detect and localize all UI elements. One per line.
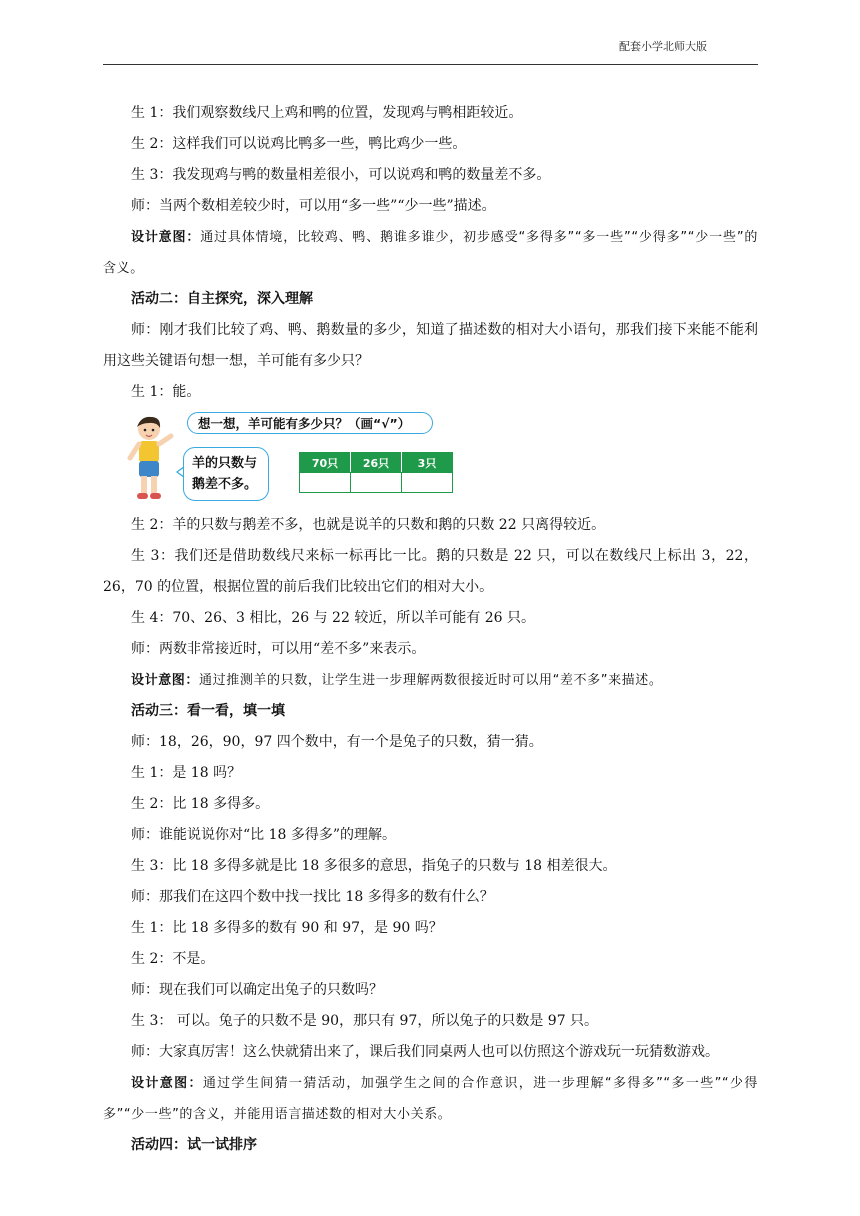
question-banner: 想一想，羊可能有多少只？（画“√”） (187, 412, 433, 434)
answer-cell[interactable] (300, 473, 351, 493)
paragraph: 生 2：比 18 多得多。 (131, 796, 270, 812)
paragraph: 生 1：比 18 多得多的数有 90 和 97，是 90 吗？ (131, 920, 443, 936)
document-body (103, 98, 758, 1161)
paragraph: 生 1：我们观察数线尺上鸡和鸭的位置，发现鸡与鸭相距较近。 (131, 105, 523, 121)
paragraph: 生 2：不是。 (131, 951, 215, 967)
paragraph: 师：那我们在这四个数中找一找比 18 多得多的数有什么？ (131, 889, 494, 905)
design-intent-label: 设计意图： (131, 673, 200, 688)
speech-bubble (183, 447, 269, 501)
paragraph: 生 3：我发现鸡与鸭的数量相差很小，可以说鸡和鸭的数量差不多。 (131, 167, 551, 183)
option-header: 26只 (351, 453, 402, 473)
design-intent-1 (103, 222, 758, 284)
paragraph: 生 1：能。 (131, 384, 201, 400)
design-intent-2 (103, 665, 758, 696)
paragraph: 生 3：比 18 多得多就是比 18 多很多的意思，指兔子的只数与 18 相差很大。 (131, 858, 617, 874)
paragraph: 生 2：这样我们可以说鸡比鸭多一些，鸭比鸡少一些。 (131, 136, 467, 152)
paragraph: 师：谁能说说你对“比 18 多得多”的理解。 (131, 827, 397, 843)
paragraph: 师：现在我们可以确定出兔子的只数吗？ (131, 982, 383, 998)
design-intent-text: 通过推测羊的只数，让学生进一步理解两数很接近时可以用“差不多”来描述。 (199, 673, 663, 688)
activity-4-heading: 活动四：试一试排序 (131, 1137, 257, 1153)
paragraph: 师：两数非常接近时，可以用“差不多”来表示。 (131, 641, 426, 657)
page-header (0, 38, 860, 58)
header-text: 配套小学北师大版 (619, 40, 707, 53)
design-intent-label: 设计意图： (131, 230, 201, 245)
speech-line: 鹅差不多。 (192, 477, 258, 492)
answer-cell[interactable] (351, 473, 402, 493)
option-header: 3只 (402, 453, 453, 473)
boy-illustration (127, 414, 183, 506)
paragraph: 师：18，26，90，97 四个数中，有一个是兔子的只数，猜一猜。 (131, 734, 543, 750)
activity-3-heading: 活动三：看一看，填一填 (131, 703, 285, 719)
paragraph: 师：刚才我们比较了鸡、鸭、鹅数量的多少，知道了描述数的相对大小语句，那我们接下来能不能利用这些关键语句想一想，羊可能有多少只？ (103, 322, 758, 369)
paragraph: 师：大家真厉害！这么快就猜出来了，课后我们同桌两人也可以仿照这个游戏玩一玩猜数游戏。 (131, 1044, 719, 1060)
activity-2-heading: 活动二：自主探究，深入理解 (131, 291, 313, 307)
paragraph: 生 2：羊的只数与鹅差不多，也就是说羊的只数和鹅的只数 22 只离得较近。 (131, 517, 606, 533)
design-intent-text: 通过学生间猜一猜活动，加强学生之间的合作意识，进一步理解“多得多”“多一些”“少得多”“少一些”的含义，并能用语言描述数的相对大小关系。 (103, 1076, 758, 1122)
paragraph: 生 3： 可以。兔子的只数不是 90，那只有 97，所以兔子的只数是 97 只。 (131, 1013, 599, 1029)
design-intent-text: 通过具体情境，比较鸡、鸭、鹅谁多谁少，初步感受“多得多”“多一些”“少得多”“少一些”的含义。 (103, 230, 758, 276)
answer-cell[interactable] (402, 473, 453, 493)
paragraph: 师：当两个数相差较少时，可以用“多一些”“少一些”描述。 (131, 198, 496, 214)
paragraph: 生 4：70、26、3 相比，26 与 22 较近，所以羊可能有 26 只。 (131, 610, 536, 626)
design-intent-label: 设计意图： (131, 1076, 203, 1091)
design-intent-3 (103, 1068, 758, 1130)
header-rule (103, 64, 758, 65)
sheep-question-figure (103, 410, 758, 510)
paragraph: 生 1：是 18 吗？ (131, 765, 242, 781)
speech-line: 羊的只数与 (192, 456, 258, 471)
options-table (299, 452, 453, 493)
paragraph: 生 3：我们还是借助数线尺来标一标再比一比。鹅的只数是 22 只，可以在数线尺上标出 3，22，26，70 的位置，根据位置的前后我们比较出它们的相对大小。 (103, 548, 758, 595)
option-header: 70只 (300, 453, 351, 473)
